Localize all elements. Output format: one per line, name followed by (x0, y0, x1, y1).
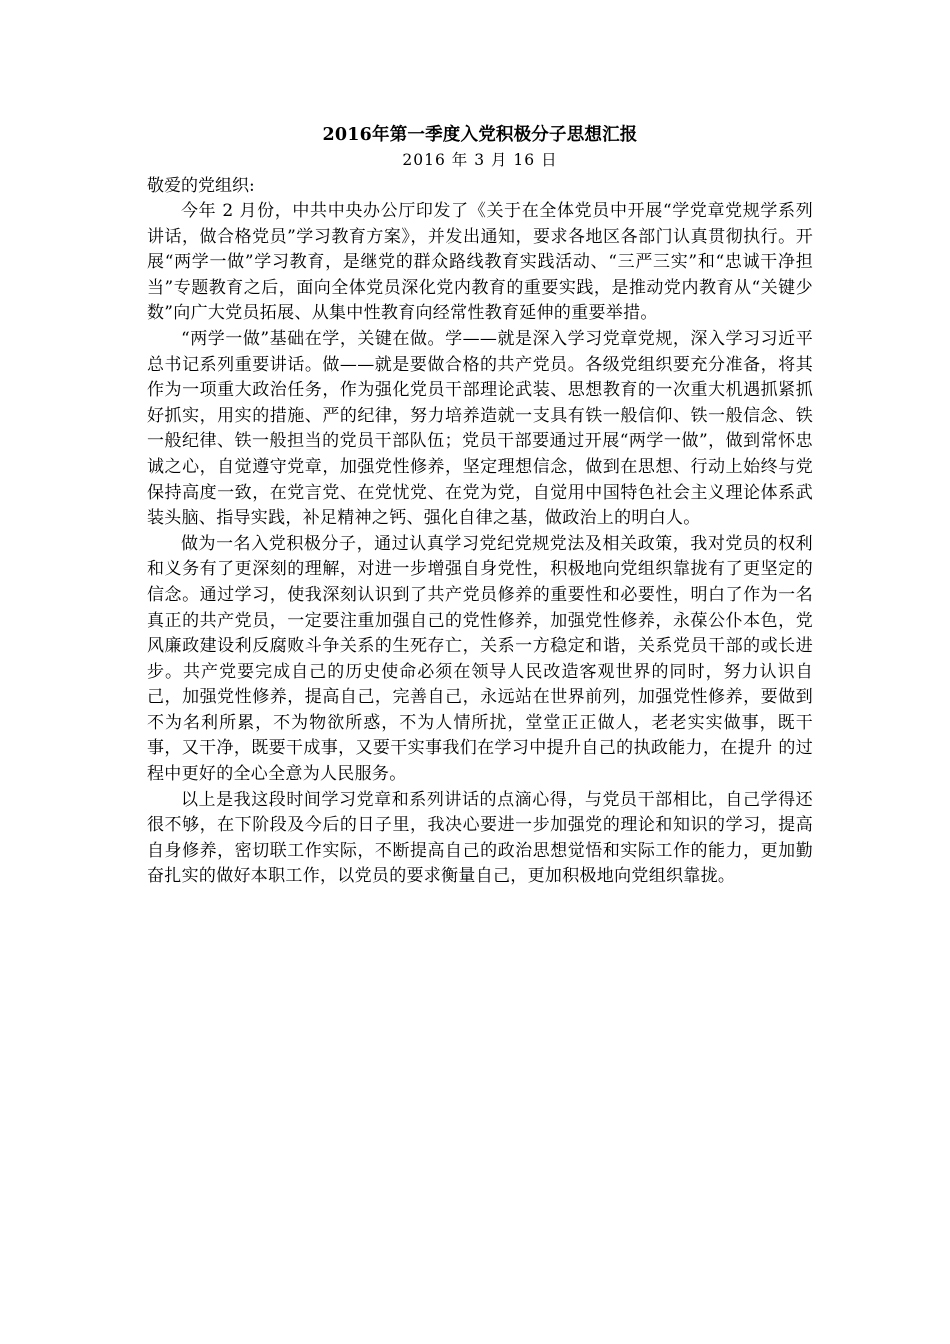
document-body (147, 123, 813, 890)
paragraph-1: 今年 2 月份，中共中央办公厅印发了《关于在全体党员中开展“学党章党规学系列讲话，做合格党员”学习教育方案》，并发出通知，要求各地区各部门认真贯彻执行。开展“两学一做”学习教育，是继党的群众路线教育实践活动、“三严三实”和“忠诚干净担当”专题教育之后，面向全体党员深化党内教育的重要实践，是推动党内教育从“关键少数”向广大党员拓展、从集中性教育向经常性教育延伸的重要举措。 (147, 201, 813, 324)
document-date: 2016 年 3 月 16 日 (402, 151, 558, 169)
paragraph-2: “两学一做”基础在学，关键在做。学——就是深入学习党章党规，深入学习习近平总书记系列重要讲话。做——就是要做合格的共产党员。各级党组织要充分准备，将其作为一项重大政治任务，作为强化党员干部理论武装、思想教育的一次重大机遇抓紧抓好抓实，用实的措施、严的纪律，努力培养造就一支具有铁一般信仰、铁一般信念、铁一般纪律、铁一般担当的党员干部队伍；党员干部要通过开展“两学一做”，做到常怀忠诚之心，自觉遵守党章，加强党性修养，坚定理想信念，做到在思想、行动上始终与党保持高度一致，在党言党、在党忧党、在党为党，自觉用中国特色社会主义理论体系武装头脑、指导实践，补足精神之钙、强化自律之基，做政治上的明白人。 (147, 328, 813, 529)
salutation: 敬爱的党组织: (147, 176, 255, 196)
paragraph-3: 做为一名入党积极分子，通过认真学习党纪党规党法及相关政策，我对党员的权利和义务有了更深刻的理解，对进一步增强自身党性，积极地向党组织靠拢有了更坚定的信念。通过学习，使我深刻认识到了共产党员修养的重要性和必要性，明白了作为一名真正的共产党员，一定要注重加强自己的党性修养，加强党性修养，永葆公仆本色，党风廉政建设利反腐败斗争关系的生死存亡，关系一方稳定和谐，关系党员干部的或长进步。共产党要完成自己的历史使命必须在领导人民改造客观世界的同时，努力认识自己，加强党性修养，提高自己，完善自己，永远站在世界前列，加强党性修养，要做到不为名利所累，不为物欲所惑，不为人情所扰，堂堂正正做人，老老实实做事，既干事，又干净，既要干成事，又要干实事我们在学习中提升自己的执政能力，在提升 的过程中更好的全心全意为人民服务。 (147, 533, 813, 785)
document-title: 2016年第一季度入党积极分子思想汇报 (322, 125, 638, 145)
paragraph-4: 以上是我这段时间学习党章和系列讲话的点滴心得，与党员干部相比，自己学得还很不够，在下阶段及今后的日子里，我决心要进一步加强党的理论和知识的学习，提高自身修养，密切联工作实际，不断提高自己的政治思想觉悟和实际工作的能力，更加勤奋扎实的做好本职工作，以党员的要求衡量自己，更加积极地向党组织靠拢。 (147, 789, 813, 887)
